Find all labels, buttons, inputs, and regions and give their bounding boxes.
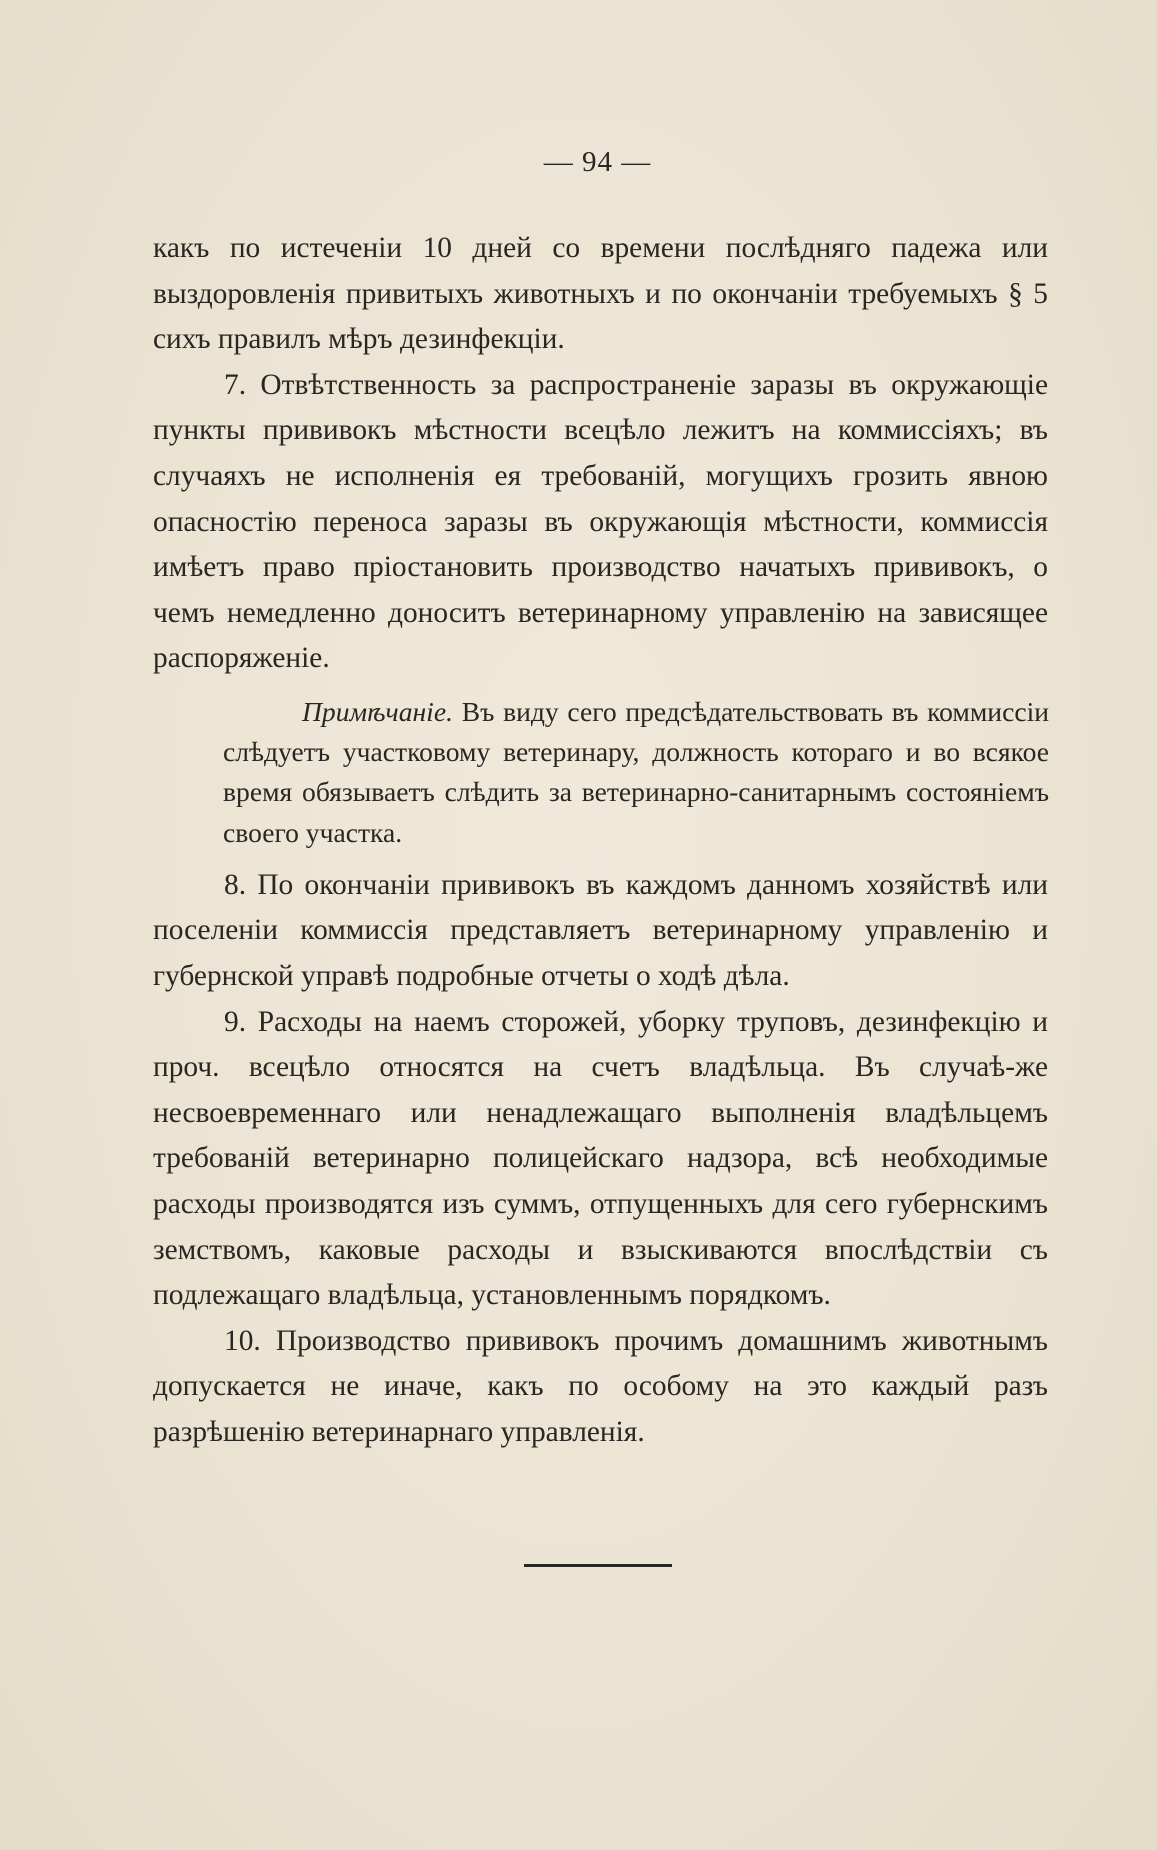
note-block xyxy=(223,692,1049,853)
body-text xyxy=(153,226,1048,1455)
end-rule xyxy=(524,1564,672,1567)
paragraph-9: 9. Расходы на наемъ сторожей, уборку труповъ, дезинфекцію и проч. всецѣло относятся на счетъ владѣльца. Въ случаѣ-же несвоевременнаго или ненадлежащаго выполненія владѣльцемъ требованій ветеринарно полицейскаго надзора, всѣ необходимые расходы производятся изъ суммъ, отпущенныхъ для сего губернскимъ земствомъ, каковые расходы и взыскиваются впослѣдствіи съ подлежащаго владѣльца, установленнымъ порядкомъ. xyxy=(153,1005,1048,1312)
page-number: — 94 — xyxy=(543,146,652,178)
paragraph-7: 7. Отвѣтственность за распространеніе заразы въ окружающіе пункты прививокъ мѣстности всецѣло лежитъ на коммиссіяхъ; въ случаяхъ не исполненія ея требованій, могущихъ грозить явною опасностію переноса заразы въ окружающія мѣстности, коммиссія имѣетъ право пріостановить производство начатыхъ прививокъ, о чемъ немедленно доноситъ ветеринарному управленію на зависящее распоряженіе. xyxy=(153,368,1048,675)
note-text: Въ виду сего предсѣдательствовать въ коммиссіи слѣдуетъ участковому ветеринару, должность котораго и во всякое время обязываетъ слѣдить за ветеринарно-санитарнымъ состояніемъ своего участка. xyxy=(223,695,1049,848)
paragraph-8: 8. По окончаніи прививокъ въ каждомъ данномъ хозяйствѣ или поселеніи коммиссія представляетъ ветеринарному управленію и губернской управѣ подробные отчеты о ходѣ дѣла. xyxy=(153,868,1048,992)
note-label: Примѣчаніе. xyxy=(302,695,453,727)
paragraph-continuation: какъ по истеченіи 10 дней со времени послѣдняго падежа или выздоровленія привитыхъ животныхъ и по окончаніи требуемыхъ § 5 сихъ правилъ мѣръ дезинфекціи. xyxy=(153,232,1048,356)
paragraph-10: 10. Производство прививокъ прочимъ домашнимъ животнымъ допускается не иначе, какъ по особому на это каждый разъ разрѣшенію ветеринарнаго управленія. xyxy=(153,1324,1048,1448)
